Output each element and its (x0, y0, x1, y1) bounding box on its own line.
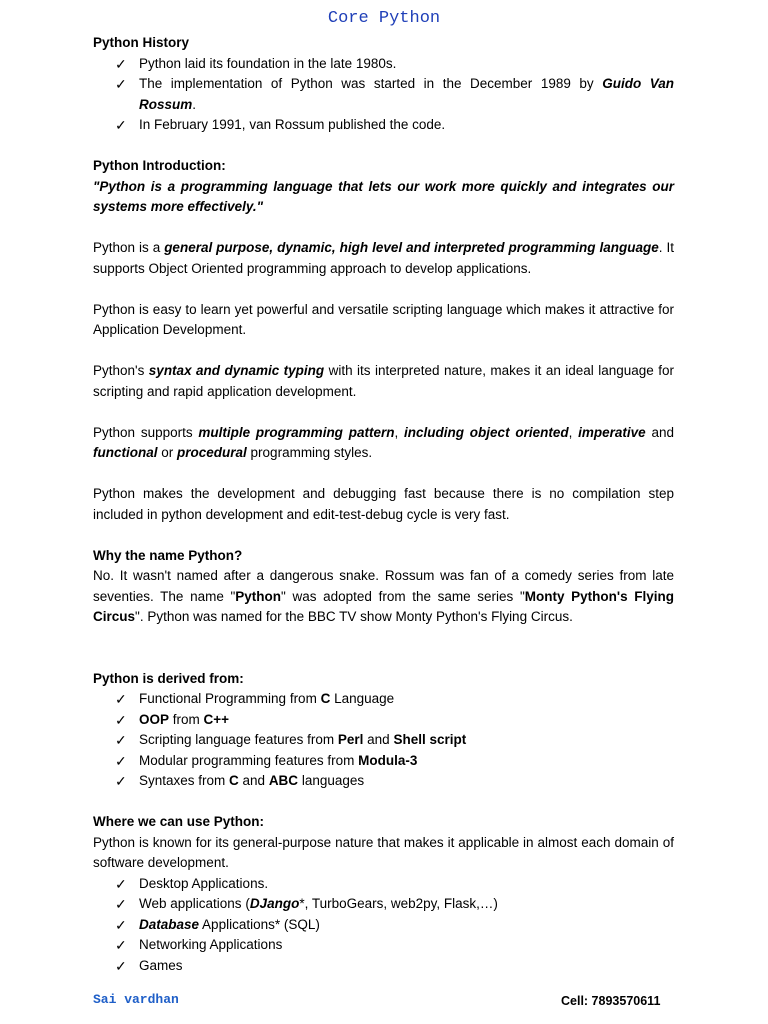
check-mark-icon: ✓ (115, 76, 127, 92)
list-item: ✓ Web applications (DJango*, TurboGears, web2py, Flask,…) (93, 894, 674, 915)
list-item: ✓ Games (93, 956, 674, 977)
check-mark-icon: ✓ (115, 691, 127, 707)
section-heading-where-use: Where we can use Python: (93, 814, 265, 829)
paragraph-easy-to-learn: Python is easy to learn yet powerful and versatile scripting language which makes it attractive for Application Development. (93, 301, 674, 337)
page-title: Core Python (327, 9, 441, 28)
person-name: Guido Van Rossum (139, 76, 674, 112)
derived-list (93, 689, 674, 792)
check-mark-icon: ✓ (115, 752, 127, 769)
check-mark-icon: ✓ (115, 916, 127, 933)
paragraph-syntax: Python's syntax and dynamic typing with its interpreted nature, makes it an ideal language for scripting and rapid application development. (93, 363, 674, 399)
check-mark-icon: ✓ (115, 957, 127, 974)
intro-quote: "Python is a programming language that lets our work more quickly and integrates our systems more effectively." (93, 178, 674, 214)
check-mark-icon: ✓ (115, 896, 127, 912)
list-item: ✓ Python laid its foundation in the late 1980s. (93, 54, 674, 75)
check-mark-icon: ✓ (115, 117, 127, 133)
list-item: ✓ In February 1991, van Rossum published the code. (93, 115, 674, 136)
paragraph-general-purpose: Python is a general purpose, dynamic, high level and interpreted programming language. It supports Object Oriented programming approach to develop applications. (93, 240, 674, 276)
section-heading-history: Python History (93, 35, 190, 50)
list-item: ✓ Networking Applications (93, 935, 674, 956)
document-content (93, 33, 674, 976)
paragraph-why-name: No. It wasn't named after a dangerous snake. Rossum was fan of a comedy series from late seventies. The name "Python" was adopted from the same series "Monty Python's Flying Circus". Python was named for the BBC TV show Monty Python's Flying Circus. (93, 568, 674, 624)
paragraph-where-use: Python is known for its general-purpose nature that makes it applicable in almost each domain of software development. (93, 834, 674, 870)
check-mark-icon: ✓ (115, 875, 127, 892)
check-mark-icon: ✓ (115, 732, 127, 748)
section-heading-derived: Python is derived from: (93, 670, 244, 686)
section-heading-introduction: Python Introduction: (93, 158, 226, 173)
paragraph-debugging: Python makes the development and debugging fast because there is no compilation step included in python development and edit-test-debug cycle is very fast. (93, 486, 674, 522)
paragraph-paradigms: Python supports multiple programming pattern, including object oriented, imperative and functional or procedural programming styles. (93, 424, 675, 460)
check-mark-icon: ✓ (115, 711, 127, 728)
footer-cell: Cell: 7893570611 (561, 994, 661, 1008)
list-item: ✓ Scripting language features from Perl and Shell script (93, 730, 674, 751)
use-list (93, 874, 674, 977)
check-mark-icon: ✓ (115, 937, 127, 953)
history-list (93, 54, 674, 136)
list-item: ✓ Syntaxes from C and ABC languages (93, 771, 674, 792)
section-heading-why-name: Why the name Python? (93, 547, 243, 563)
check-mark-icon: ✓ (115, 773, 127, 789)
list-item: ✓ Desktop Applications. (93, 874, 674, 895)
list-item: ✓ OOP from C++ (93, 710, 674, 731)
list-item: ✓ Functional Programming from C Language (93, 689, 674, 710)
check-mark-icon: ✓ (115, 55, 127, 72)
list-item: ✓ Modular programming features from Modula-3 (93, 751, 674, 772)
list-item: ✓ Database Applications* (SQL) (93, 915, 674, 936)
list-item: ✓ The implementation of Python was started in the December 1989 by Guido Van Rossum. (115, 76, 674, 112)
footer-author: Sai vardhan (93, 992, 179, 1007)
